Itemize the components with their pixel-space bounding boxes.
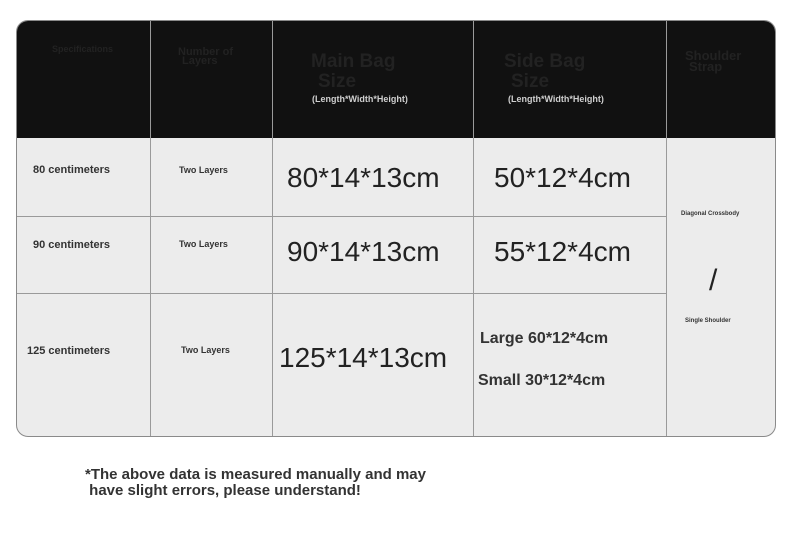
row-spec: 80 centimeters <box>33 164 111 176</box>
header-side-line1: Side Bag <box>504 51 586 72</box>
row-main-size: 80*14*13cm <box>287 162 440 193</box>
header-side-line2: Size <box>511 71 550 92</box>
row-layers: Two Layers <box>179 165 228 175</box>
header-strap-line1: Shoulder <box>685 48 742 63</box>
size-table <box>16 20 776 437</box>
strap-option-crossbody: Diagonal Crossbody <box>681 211 740 217</box>
column-divider <box>150 21 151 436</box>
column-divider <box>272 21 273 436</box>
header-main-sub: (Length*Width*Height) <box>312 94 408 104</box>
column-divider <box>473 21 474 436</box>
column-divider <box>666 21 667 436</box>
row-layers: Two Layers <box>179 239 228 249</box>
header-main-line1: Main Bag <box>311 51 396 72</box>
row-main-size: 125*14*13cm <box>279 342 448 373</box>
header-row <box>17 21 775 138</box>
row-side-size: 55*12*4cm <box>494 236 631 267</box>
disclaimer-note <box>85 467 426 499</box>
header-layers-line2: Layers <box>182 55 218 67</box>
row-side-large: Large 60*12*4cm <box>480 330 609 347</box>
header-specifications: Specifications <box>52 44 114 54</box>
header-layers-line1: Number of <box>178 46 233 58</box>
strap-separator: / <box>709 264 718 297</box>
row-divider <box>17 293 666 294</box>
header-side-sub: (Length*Width*Height) <box>508 94 604 104</box>
header-main-line2: Size <box>318 71 357 92</box>
row-main-size: 90*14*13cm <box>287 236 440 267</box>
row-layers: Two Layers <box>181 345 230 355</box>
strap-option-single: Single Shoulder <box>685 318 731 324</box>
row-side-small: Small 30*12*4cm <box>478 372 606 389</box>
header-strap-line2: Strap <box>689 59 723 74</box>
row-spec: 125 centimeters <box>27 345 111 357</box>
disclaimer-line1: *The above data is measured manually and may <box>85 466 426 483</box>
row-divider <box>17 216 666 217</box>
disclaimer-line2: have slight errors, please understand! <box>85 482 361 499</box>
row-spec: 90 centimeters <box>33 239 111 251</box>
row-side-size: 50*12*4cm <box>494 162 631 193</box>
